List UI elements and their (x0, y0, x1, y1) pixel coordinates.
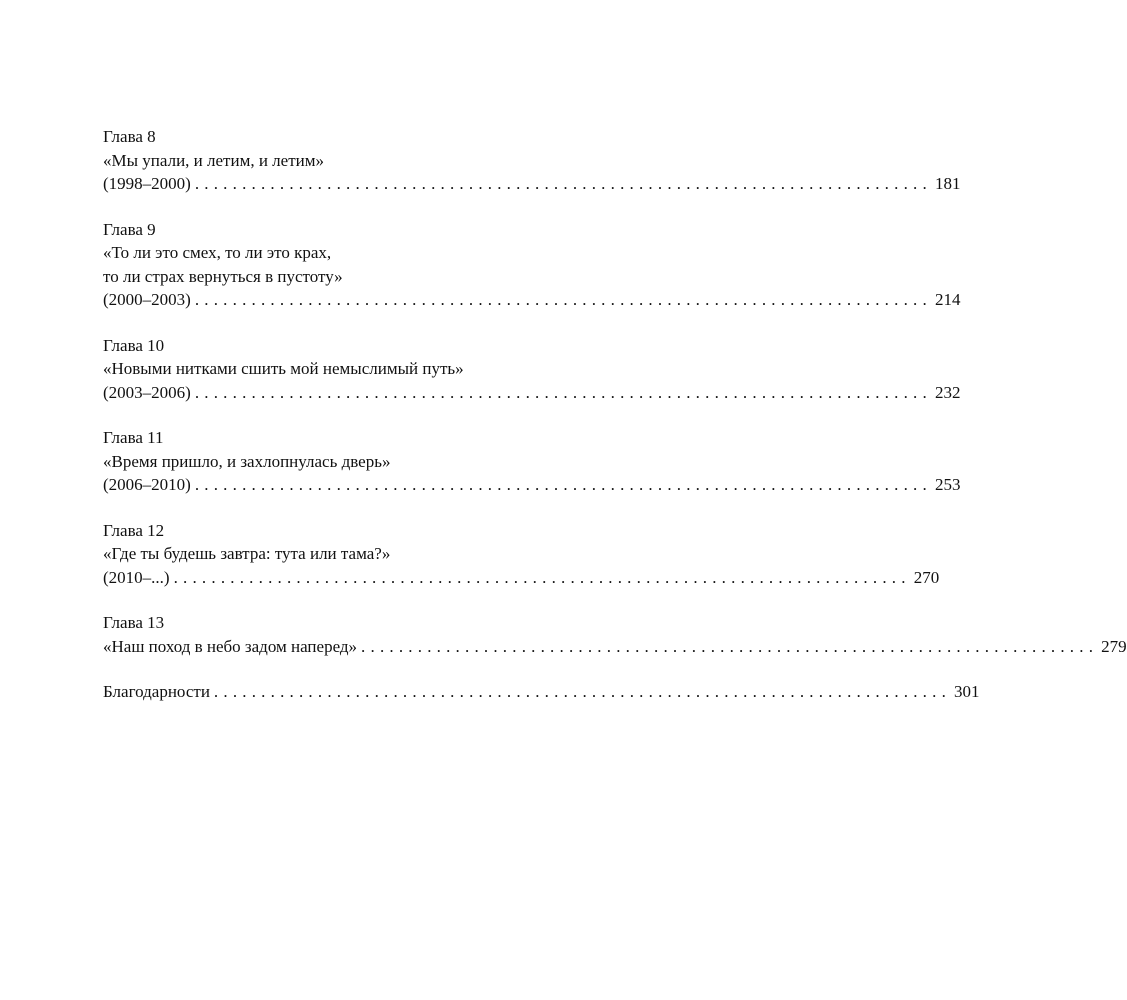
toc-entry-chapter-13[interactable] (103, 611, 1127, 658)
dot-leader: .............................................................................. (194, 475, 932, 494)
chapter-years: (2010–...) (103, 567, 170, 587)
chapter-years: (2003–2006) (103, 382, 191, 402)
page-number: 270 (913, 567, 940, 587)
toc-entry-chapter-8[interactable] (103, 125, 961, 196)
dot-leader: .............................................................................. (194, 174, 932, 193)
acknowledgements-label: Благодарности (103, 682, 210, 701)
chapter-label: Глава 10 (103, 335, 165, 355)
toc-leader-line (103, 288, 961, 312)
chapter-title: «То ли это смех, то ли это крах, (103, 243, 332, 262)
dot-leader: .............................................................................. (173, 567, 911, 587)
chapter-title-continued: то ли страх вернуться в пустоту» (103, 266, 343, 286)
chapter-title: «Новыми нитками сшить мой немыслимый путь» (103, 359, 464, 378)
page-number: 214 (934, 290, 961, 309)
toc-leader-line (103, 172, 961, 196)
dot-leader: .............................................................................. (194, 382, 932, 402)
toc-leader-line (103, 566, 940, 590)
chapter-title: «Где ты будешь завтра: тута или тама?» (103, 544, 391, 563)
dot-leader: .............................................................................. (194, 290, 932, 309)
chapter-label: Глава 11 (103, 428, 164, 447)
page-number: 253 (934, 475, 961, 494)
chapter-years: (1998–2000) (103, 174, 191, 193)
table-of-contents (103, 125, 1127, 726)
dot-leader: .............................................................................. (361, 636, 1099, 656)
chapter-title: «Мы упали, и летим, и летим» (103, 150, 324, 170)
chapter-title: «Время пришло, и захлопнулась дверь» (103, 451, 391, 471)
toc-leader-line (103, 635, 1127, 659)
chapter-label: Глава 8 (103, 127, 156, 146)
toc-leader-line (103, 680, 980, 704)
chapter-label: Глава 13 (103, 613, 165, 632)
page-number: 232 (934, 382, 961, 402)
dot-leader: .............................................................................. (213, 682, 952, 701)
chapter-title: «Наш поход в небо задом наперед» (103, 636, 358, 656)
toc-entry-chapter-12[interactable] (103, 519, 940, 590)
chapter-label: Глава 9 (103, 219, 156, 239)
toc-entry-acknowledgements[interactable] (103, 680, 980, 704)
page-number: 181 (934, 174, 961, 193)
page-number: 301 (954, 682, 980, 701)
chapter-years: (2000–2003) (103, 290, 191, 309)
page-number: 279 (1101, 636, 1127, 656)
toc-leader-line (103, 381, 961, 405)
chapter-label: Глава 12 (103, 520, 165, 540)
toc-entry-chapter-10[interactable] (103, 334, 961, 405)
toc-entry-chapter-11[interactable] (103, 426, 961, 497)
toc-leader-line (103, 473, 961, 497)
toc-entry-chapter-9[interactable] (103, 218, 961, 312)
chapter-years: (2006–2010) (103, 475, 191, 494)
